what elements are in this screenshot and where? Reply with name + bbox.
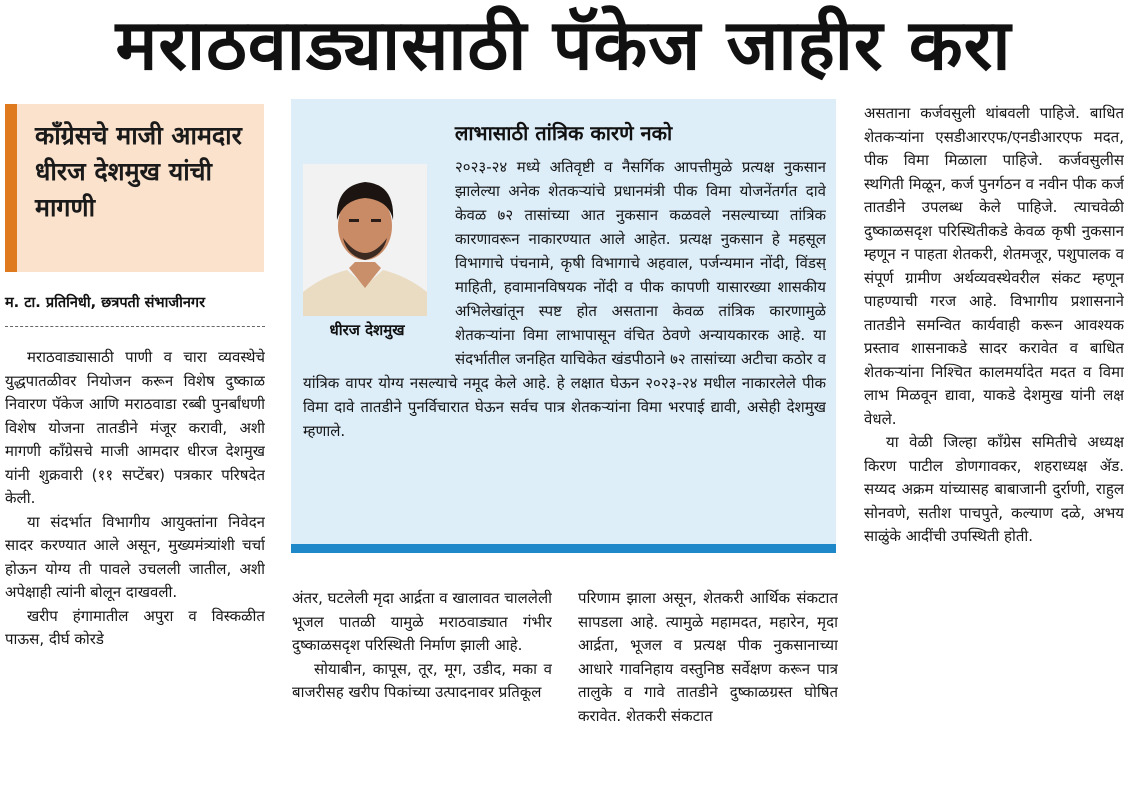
article-column-1 [5, 346, 265, 799]
portrait-photo-icon [303, 164, 427, 316]
paragraph: मराठवाड्यासाठी पाणी व चारा व्यवस्थेचे युद्धपातळीवर नियोजन करून विशेष दुष्काळ निवारण पॅकेज आणि मराठवाडा रब्बी पुनर्बांधणी विशेष योजना तातडीने मंजूर करावी, अशी मागणी काँग्रेसचे माजी आमदार धीरज देशमुख यांनी शुक्रवारी (११ सप्टेंबर) पत्रकार परिषदेत केली. [5, 348, 265, 507]
side-box-accent-bar [5, 104, 17, 272]
inset-bottom-bar [291, 544, 836, 553]
article-column-3 [578, 587, 838, 799]
paragraph: खरीप हंगामातील अपुरा व विस्कळीत पाऊस, दीर्घ कोरडे [5, 606, 265, 648]
paragraph: परिणाम झाला असून, शेतकरी आर्थिक संकटात सापडला आहे. त्यामुळे महामदत, महारेन, मृदा आर्द्रता, भूजल व प्रत्यक्ष पीक नुकसानाच्या आधारे गावनिहाय वस्तुनिष्ठ सर्वेक्षण करून पात्र तालुके व गावे तातडीने दुष्काळग्रस्त घोषित करावेत. शेतकरी संकटात [578, 589, 838, 725]
paragraph: असताना कर्जवसुली थांबवली पाहिजे. बाधित शेतकऱ्यांना एसडीआरएफ/एनडीआरएफ मदत, पीक विमा मिळाला पाहिजे. कर्जवसुलीस स्थगिती मिळून, कर्ज पुनर्गठन व नवीन पीक कर्ज तातडीने उपलब्ध केले पाहिजे. त्याचवेळी दुष्काळसदृश परिस्थितीकडे केवळ कृषी नुकसान म्हणून न पाहता शेतकरी, शेतमजूर, पशुपालक व संपूर्ण ग्रामीण अर्थव्यवस्थेवरील संकट म्हणून पाहण्याची गरज आहे. विभागीय प्रशासनाने तातडीने समन्वित कार्यवाही करून आवश्यक प्रस्ताव शासनाकडे सादर करावेत व बाधित शेतकऱ्यांना निश्चित कालमर्यादेत मदत व विमा लाभ मिळवून द्यावा, याकडे देशमुख यांनी लक्ष वेधले. [864, 104, 1124, 428]
paragraph: या संदर्भात विभागीय आयुक्तांना निवेदन सादर करण्यात आले असून, मुख्यमंत्र्यांशी चर्चा होऊन योग्य ती पावले उचलली जातील, अशी अपेक्षाही त्यांनी बोलून दाखवली. [5, 512, 265, 601]
inset-paragraph: २०२३-२४ मध्ये अतिवृष्टी व नैसर्गिक आपत्तीमुळे प्रत्यक्ष नुकसान झालेल्या अनेक शेतकऱ्यांचे प्रधानमंत्री पीक विमा योजनेंतर्गत दावे केवळ ७२ तासांच्या आत नुकसान कळवले नसल्याच्या तांत्रिक कारणावरून नाकारण्यात आले आहेत. प्रत्यक्ष नुकसान हे महसूल विभागाचे पंचनामे, कृषी विभागाचे अहवाल, पर्जन्यमान नोंदी, विंडस् माहिती, हवामानविषयक नोंदी व पीक कापणी यासारख्या शासकीय अभिलेखांतून स्पष्ट होत असताना केवळ तांत्रिक कारणामुळे शेतकऱ्यांना विमा लाभापासून वंचित ठेवणे अन्यायकारक आहे. या संदर्भातील जनहित याचिकेत खंडपीठाने ७२ तासांच्या अटीचा कठोर व यांत्रिक वापर योग्य नसल्याचे नमूद केले आहे. हे लक्षात घेऊन २०२३-२४ मधील नाकारलेले पीक विमा दावे तातडीने पुनर्विचारात घेऊन सर्वच पात्र शेतकऱ्यांना विमा भरपाई द्यावी, असेही देशमुख म्हणाले. [303, 158, 826, 440]
article-column-4 [864, 102, 1124, 799]
article-column-2 [292, 587, 552, 799]
byline-divider [5, 326, 265, 327]
paragraph: या वेळी जिल्हा काँग्रेस समितीचे अध्यक्ष किरण पाटील डोणगावकर, शहराध्यक्ष ॲड. सय्यद अक्रम यांच्यासह बाबाजानी दुर्राणी, राहुल सोनवणे, सतीश पाचपुते, कल्याण दळे, अभय साळुंके आदींची उपस्थिती होती. [864, 433, 1124, 545]
inset-box [291, 99, 836, 553]
paragraph: अंतर, घटलेली मृदा आर्द्रता व खालावत चाललेली भूजल पातळी यामुळे मराठवाड्यात गंभीर दुष्काळसदृश परिस्थिती निर्माण झाली आहे. [292, 589, 552, 654]
paragraph: सोयाबीन, कापूस, तूर, मूग, उडीद, मका व बाजरीसह खरीप पिकांच्या उत्पादनावर प्रतिकूल [292, 659, 552, 701]
byline: म. टा. प्रतिनिधी, छत्रपती संभाजीनगर [5, 295, 206, 311]
headline: मराठवाड्यासाठी पॅकेज जाहीर करा [115, 4, 1012, 86]
photo-caption: धीरज देशमुख [329, 321, 405, 339]
inset-title: लाभासाठी तांत्रिक कारणे नको [454, 121, 673, 145]
side-box-title: काँग्रेसचे माजी आमदार धीरज देशमुख यांची मागणी [35, 121, 242, 222]
side-box [5, 104, 264, 272]
